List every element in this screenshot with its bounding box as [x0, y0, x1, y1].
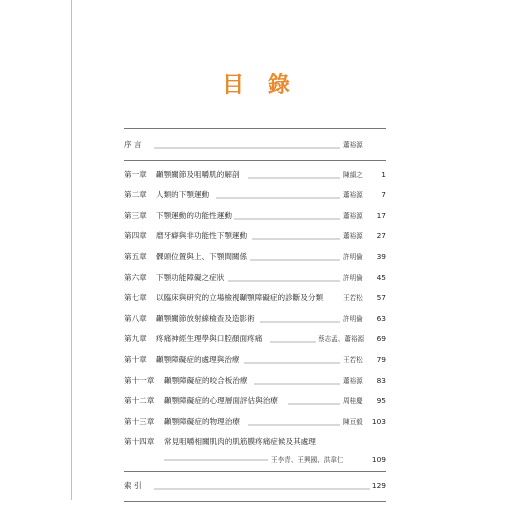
toc-leader-dots [270, 341, 316, 343]
table-of-contents [124, 128, 386, 506]
toc-chapter-number: 第十一章 [124, 375, 155, 385]
toc-author: 蕭裕源 [343, 211, 363, 220]
toc-page-number: 129 [371, 480, 386, 490]
toc-leader-dots [248, 424, 340, 426]
toc-page-number: 69 [376, 334, 386, 344]
toc-chapter-number: 第十四章 [124, 437, 155, 447]
toc-leader-dots [260, 321, 340, 323]
toc-row-chapter-12[interactable] [124, 391, 386, 412]
toc-row-chapter-9[interactable] [124, 329, 386, 350]
page-title: 目 錄 [222, 73, 298, 98]
toc-chapter-number: 第十章 [124, 354, 147, 364]
toc-chapter-number: 第七章 [124, 293, 147, 303]
toc-chapter-number: 第九章 [124, 334, 147, 344]
toc-row-index[interactable] [124, 476, 386, 497]
toc-row-chapter-8[interactable] [124, 309, 386, 330]
toc-chapter-title: 顳顎障礙症的物理治療 [164, 416, 240, 426]
toc-chapter-title: 髁頭位置與上、下顎間關係 [156, 251, 248, 261]
toc-row-chapter-3[interactable] [124, 206, 386, 227]
toc-page-number: 27 [376, 231, 386, 241]
toc-chapter-title: 人類的下顎運動 [156, 190, 210, 200]
toc-chapter-title: 常見咀嚼相關肌肉的肌筋膜疼痛症候及其處理 [164, 437, 316, 447]
toc-page-number: 95 [376, 396, 386, 406]
toc-chapter-number: 第一章 [124, 169, 147, 179]
toc-page-number: 109 [371, 454, 386, 464]
toc-leader-dots [154, 147, 340, 149]
toc-leader-dots [254, 383, 340, 385]
toc-leader-dots [234, 218, 340, 220]
toc-chapter-title: 疼痛神經生理學與口腔顏面疼痛 [156, 334, 263, 344]
toc-page-number: 83 [376, 375, 386, 385]
toc-row-chapter-14[interactable] [124, 432, 386, 453]
toc-author: 蕭裕源 [343, 232, 363, 241]
toc-page-number: 7 [381, 190, 386, 200]
toc-divider-rule [124, 471, 386, 472]
toc-leader-dots [288, 403, 340, 405]
toc-author: 王若松 [343, 355, 363, 364]
toc-chapter-title: 顳顎關節及咀嚼肌的解剖 [156, 169, 240, 179]
toc-author: 陳亘毅 [343, 417, 363, 426]
toc-author: 蔡志孟、蕭裕源 [318, 335, 365, 344]
toc-row-chapter-14-authors [124, 453, 386, 467]
toc-page-number: 57 [376, 293, 386, 303]
toc-author: 王李青、王興國、洪韋仁 [271, 455, 344, 464]
toc-author: 蕭裕源 [343, 141, 363, 149]
toc-page-number: 1 [381, 169, 386, 179]
toc-leader-dots [228, 280, 340, 282]
toc-chapter-number: 第十三章 [124, 416, 155, 426]
toc-author: 蕭裕源 [343, 376, 363, 385]
toc-leader-dots [248, 177, 340, 179]
toc-row-chapter-6[interactable] [124, 268, 386, 289]
toc-leader-dots [164, 459, 268, 461]
toc-leader-dots [154, 488, 370, 490]
toc-row-chapter-11[interactable] [124, 371, 386, 392]
toc-chapter-number: 序 言 [124, 140, 142, 149]
toc-row-chapter-7[interactable] [124, 288, 386, 309]
toc-chapter-number: 第八章 [124, 313, 147, 323]
toc-page-number: 45 [376, 272, 386, 282]
toc-leader-dots [244, 362, 340, 364]
toc-author: 許明倫 [343, 252, 363, 261]
toc-divider-rule [124, 160, 386, 161]
toc-author: 陳韻之 [343, 170, 363, 179]
toc-author: 王若松 [343, 294, 363, 303]
toc-row-chapter-5[interactable] [124, 247, 386, 268]
toc-page-number: 39 [376, 251, 386, 261]
toc-chapter-number: 第二章 [124, 190, 147, 200]
toc-chapter-title: 顳顎障礙症的咬合板治療 [164, 375, 248, 385]
toc-page-number: 79 [376, 354, 386, 364]
toc-row-preface[interactable] [124, 135, 386, 156]
toc-author: 周桂慶 [343, 397, 363, 406]
toc-leader-dots [216, 197, 340, 199]
toc-chapter-number: 第五章 [124, 251, 147, 261]
toc-chapter-title: 下顎功能障礙之症狀 [156, 272, 225, 282]
toc-bottom-rule [124, 501, 386, 502]
toc-chapter-title: 以臨床與研究的立場檢視顳顎障礙症的診斷及分類 [156, 293, 324, 303]
toc-leader-dots [252, 238, 340, 240]
toc-page-number: 63 [376, 313, 386, 323]
toc-chapter-title: 顳顎關節放射線檢查及造影術 [156, 313, 255, 323]
toc-row-chapter-2[interactable] [124, 185, 386, 206]
toc-page-number: 103 [371, 416, 386, 426]
toc-chapter-title: 磨牙癖與非功能性下顎運動 [156, 231, 248, 241]
toc-author: 許明倫 [343, 273, 363, 282]
toc-top-rule [124, 128, 386, 129]
toc-chapter-number: 第三章 [124, 210, 147, 220]
toc-chapter-title: 顳顎障礙症的心理層面評估與治療 [164, 396, 278, 406]
toc-leader-dots [250, 259, 340, 261]
toc-row-chapter-13[interactable] [124, 412, 386, 433]
toc-chapter-title: 顳顎障礙症的處理與治療 [156, 354, 240, 364]
toc-row-chapter-4[interactable] [124, 226, 386, 247]
toc-chapter-number: 第六章 [124, 272, 147, 282]
toc-row-chapter-10[interactable] [124, 350, 386, 371]
toc-chapter-number: 第四章 [124, 231, 147, 241]
toc-chapter-title: 下顎運動的功能性運動 [156, 210, 232, 220]
toc-chapter-number: 第十二章 [124, 396, 155, 406]
toc-author: 許明倫 [343, 314, 363, 323]
toc-row-chapter-1[interactable] [124, 165, 386, 186]
toc-page-number: 17 [376, 210, 386, 220]
toc-author: 蕭裕源 [343, 191, 363, 200]
toc-chapter-number: 索 引 [124, 480, 142, 490]
